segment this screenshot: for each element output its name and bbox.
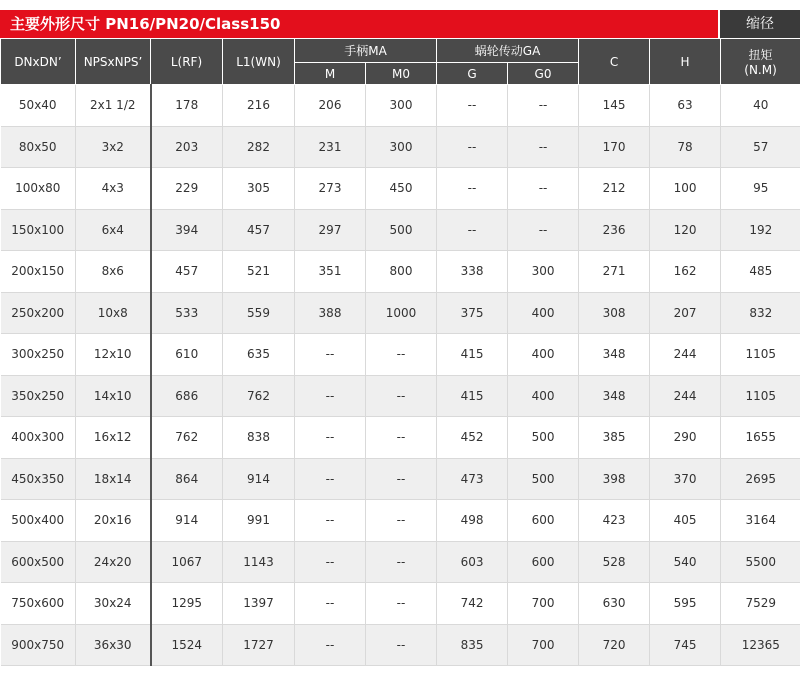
cell-g0: 700 (508, 583, 579, 625)
title-bar (0, 10, 800, 38)
cell-l-rf: 229 (151, 168, 223, 210)
table-row (1, 85, 800, 127)
dimensions-table (0, 38, 800, 666)
cell-l-rf: 1295 (151, 583, 223, 625)
cell-nps: 30x24 (76, 583, 151, 625)
cell-g: 375 (437, 292, 508, 334)
cell-nps: 6x4 (76, 209, 151, 251)
header-l1-wn: L1(WN) (223, 39, 295, 85)
cell-nps: 2x1 1/2 (76, 85, 151, 127)
cell-nps: 3x2 (76, 126, 151, 168)
cell-dn: 500x400 (1, 500, 76, 542)
header-dn: DNxDN’ (1, 39, 76, 85)
cell-dn: 400x300 (1, 417, 76, 459)
cell-l-rf: 762 (151, 417, 223, 459)
cell-m0: 1000 (366, 292, 437, 334)
cell-l-rf: 864 (151, 458, 223, 500)
cell-m0: 450 (366, 168, 437, 210)
cell-g0: -- (508, 168, 579, 210)
cell-torque: 2695 (721, 458, 800, 500)
header-handle-group: 手柄MA (295, 39, 437, 63)
cell-g0: 400 (508, 375, 579, 417)
cell-c: 423 (579, 500, 650, 542)
cell-dn: 250x200 (1, 292, 76, 334)
cell-g: 415 (437, 334, 508, 376)
cell-l1-wn: 914 (223, 458, 295, 500)
cell-h: 244 (650, 334, 721, 376)
cell-m0: -- (366, 500, 437, 542)
table-row (1, 583, 800, 625)
cell-l1-wn: 559 (223, 292, 295, 334)
cell-c: 348 (579, 375, 650, 417)
cell-g: 473 (437, 458, 508, 500)
cell-h: 370 (650, 458, 721, 500)
table-row (1, 251, 800, 293)
cell-m: 206 (295, 85, 366, 127)
cell-g: 498 (437, 500, 508, 542)
cell-torque: 57 (721, 126, 800, 168)
cell-nps: 20x16 (76, 500, 151, 542)
cell-g0: 300 (508, 251, 579, 293)
cell-dn: 600x500 (1, 541, 76, 583)
cell-l-rf: 1067 (151, 541, 223, 583)
cell-m0: -- (366, 624, 437, 666)
cell-torque: 7529 (721, 583, 800, 625)
cell-m0: -- (366, 541, 437, 583)
cell-nps: 12x10 (76, 334, 151, 376)
cell-torque: 192 (721, 209, 800, 251)
cell-g0: 400 (508, 292, 579, 334)
cell-g: 415 (437, 375, 508, 417)
cell-h: 120 (650, 209, 721, 251)
cell-g0: 500 (508, 417, 579, 459)
table-row (1, 334, 800, 376)
cell-dn: 80x50 (1, 126, 76, 168)
header-torque-label: 扭矩 (721, 46, 800, 63)
cell-c: 398 (579, 458, 650, 500)
table-body (1, 85, 800, 666)
cell-nps: 14x10 (76, 375, 151, 417)
cell-torque: 485 (721, 251, 800, 293)
cell-g: -- (437, 209, 508, 251)
cell-m: -- (295, 417, 366, 459)
cell-m: 388 (295, 292, 366, 334)
table-row (1, 168, 800, 210)
cell-g0: 600 (508, 500, 579, 542)
cell-m0: -- (366, 458, 437, 500)
table-row (1, 126, 800, 168)
cell-nps: 36x30 (76, 624, 151, 666)
cell-g: 742 (437, 583, 508, 625)
cell-h: 162 (650, 251, 721, 293)
cell-l1-wn: 635 (223, 334, 295, 376)
cell-g: -- (437, 168, 508, 210)
cell-l1-wn: 216 (223, 85, 295, 127)
cell-c: 170 (579, 126, 650, 168)
table-row (1, 375, 800, 417)
header-l-rf: L(RF) (151, 39, 223, 85)
header-nps: NPSxNPS’ (76, 39, 151, 85)
cell-m0: -- (366, 417, 437, 459)
cell-nps: 8x6 (76, 251, 151, 293)
cell-m: -- (295, 375, 366, 417)
cell-h: 63 (650, 85, 721, 127)
cell-l1-wn: 991 (223, 500, 295, 542)
cell-nps: 24x20 (76, 541, 151, 583)
cell-c: 271 (579, 251, 650, 293)
header-m0: M0 (366, 63, 437, 85)
cell-c: 528 (579, 541, 650, 583)
cell-c: 385 (579, 417, 650, 459)
cell-dn: 300x250 (1, 334, 76, 376)
cell-l-rf: 457 (151, 251, 223, 293)
cell-g0: -- (508, 85, 579, 127)
cell-m0: 800 (366, 251, 437, 293)
header-torque (721, 39, 800, 85)
cell-l-rf: 686 (151, 375, 223, 417)
cell-l-rf: 178 (151, 85, 223, 127)
cell-c: 145 (579, 85, 650, 127)
cell-torque: 5500 (721, 541, 800, 583)
cell-h: 78 (650, 126, 721, 168)
cell-g: 452 (437, 417, 508, 459)
cell-c: 236 (579, 209, 650, 251)
header-gear-group: 蜗轮传动GA (437, 39, 579, 63)
cell-h: 595 (650, 583, 721, 625)
cell-c: 630 (579, 583, 650, 625)
table-row (1, 292, 800, 334)
cell-h: 244 (650, 375, 721, 417)
cell-g: 835 (437, 624, 508, 666)
cell-g: -- (437, 126, 508, 168)
reducer-tag: 缩径 (720, 10, 800, 38)
cell-torque: 3164 (721, 500, 800, 542)
cell-l-rf: 1524 (151, 624, 223, 666)
cell-dn: 200x150 (1, 251, 76, 293)
cell-c: 348 (579, 334, 650, 376)
cell-m0: 300 (366, 85, 437, 127)
cell-torque: 832 (721, 292, 800, 334)
cell-nps: 10x8 (76, 292, 151, 334)
cell-dn: 450x350 (1, 458, 76, 500)
cell-nps: 4x3 (76, 168, 151, 210)
cell-dn: 50x40 (1, 85, 76, 127)
cell-g0: 700 (508, 624, 579, 666)
cell-l1-wn: 762 (223, 375, 295, 417)
cell-m: 273 (295, 168, 366, 210)
cell-c: 720 (579, 624, 650, 666)
cell-l1-wn: 457 (223, 209, 295, 251)
table-row (1, 417, 800, 459)
cell-m: -- (295, 458, 366, 500)
cell-m0: 500 (366, 209, 437, 251)
cell-l-rf: 203 (151, 126, 223, 168)
cell-g0: 600 (508, 541, 579, 583)
cell-g: 603 (437, 541, 508, 583)
cell-l-rf: 533 (151, 292, 223, 334)
header-h: H (650, 39, 721, 85)
cell-nps: 16x12 (76, 417, 151, 459)
cell-torque: 95 (721, 168, 800, 210)
cell-m: 231 (295, 126, 366, 168)
cell-torque: 40 (721, 85, 800, 127)
table-row (1, 209, 800, 251)
cell-h: 100 (650, 168, 721, 210)
header-m: M (295, 63, 366, 85)
cell-g0: 500 (508, 458, 579, 500)
cell-m: -- (295, 500, 366, 542)
cell-h: 540 (650, 541, 721, 583)
cell-m: -- (295, 541, 366, 583)
cell-m: -- (295, 583, 366, 625)
cell-l-rf: 914 (151, 500, 223, 542)
cell-torque: 12365 (721, 624, 800, 666)
cell-l1-wn: 1397 (223, 583, 295, 625)
cell-m: 297 (295, 209, 366, 251)
cell-l1-wn: 521 (223, 251, 295, 293)
cell-nps: 18x14 (76, 458, 151, 500)
cell-dn: 100x80 (1, 168, 76, 210)
cell-dn: 750x600 (1, 583, 76, 625)
cell-g0: -- (508, 126, 579, 168)
cell-l1-wn: 305 (223, 168, 295, 210)
cell-m0: -- (366, 375, 437, 417)
cell-l-rf: 394 (151, 209, 223, 251)
cell-l-rf: 610 (151, 334, 223, 376)
cell-g0: 400 (508, 334, 579, 376)
cell-h: 745 (650, 624, 721, 666)
cell-c: 212 (579, 168, 650, 210)
cell-g: -- (437, 85, 508, 127)
cell-l1-wn: 282 (223, 126, 295, 168)
cell-dn: 900x750 (1, 624, 76, 666)
header-torque-unit: (N.M) (721, 63, 800, 77)
cell-g0: -- (508, 209, 579, 251)
header-g: G (437, 63, 508, 85)
cell-dn: 150x100 (1, 209, 76, 251)
cell-m0: -- (366, 583, 437, 625)
table-title: 主要外形尺寸 PN16/PN20/Class150 (0, 10, 718, 38)
table-row (1, 458, 800, 500)
table-row (1, 541, 800, 583)
cell-l1-wn: 1143 (223, 541, 295, 583)
cell-h: 405 (650, 500, 721, 542)
cell-m: -- (295, 624, 366, 666)
cell-h: 290 (650, 417, 721, 459)
cell-torque: 1105 (721, 334, 800, 376)
cell-torque: 1655 (721, 417, 800, 459)
cell-dn: 350x250 (1, 375, 76, 417)
table-row (1, 624, 800, 666)
header-g0: G0 (508, 63, 579, 85)
cell-m0: -- (366, 334, 437, 376)
cell-h: 207 (650, 292, 721, 334)
cell-g: 338 (437, 251, 508, 293)
cell-m: -- (295, 334, 366, 376)
cell-l1-wn: 1727 (223, 624, 295, 666)
cell-l1-wn: 838 (223, 417, 295, 459)
cell-m0: 300 (366, 126, 437, 168)
cell-torque: 1105 (721, 375, 800, 417)
cell-c: 308 (579, 292, 650, 334)
header-c: C (579, 39, 650, 85)
cell-m: 351 (295, 251, 366, 293)
table-row (1, 500, 800, 542)
